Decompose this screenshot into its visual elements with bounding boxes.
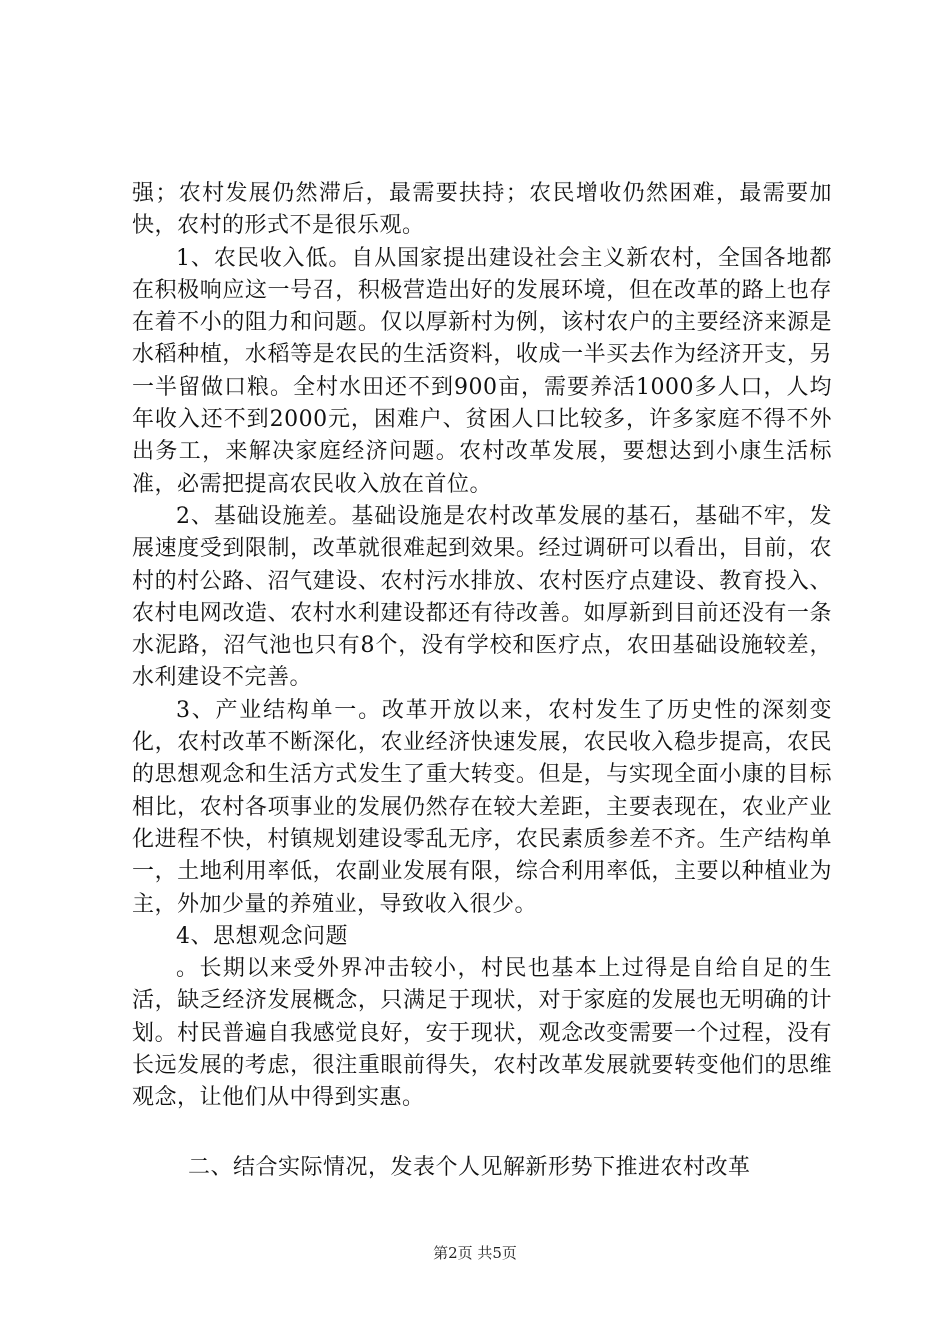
section-heading: 二、结合实际情况，发表个人见解新形势下推进农村改革 bbox=[188, 1155, 751, 1180]
paragraph-continuation: 强；农村发展仍然滞后，最需要扶持；农民增收仍然困难，最需要加快，农村的形式不是很乐观。 bbox=[132, 181, 832, 239]
paragraph-farmer-income: 1、农民收入低。自从国家提出建设社会主义新农村，全国各地都在积极响应这一号召，积极营造出好的发展环境，但在改革的路上也存在着不小的阻力和问题。仅以厚新村为例，该村农户的主要经济来源是水稻种植，水稻等是农民的生活资料，收成一半买去作为经济开支，另一半留做口粮。全村水田还不到900亩，需要养活1000多人口，人均年收入还不到2000元，困难户、贫困人口比较多，许多家庭不得不外出务工，来解决家庭经济问题。农村改革发展，要想达到小康生活标准，必需把提高农民收入放在首位。 bbox=[132, 245, 832, 497]
paragraph-infrastructure: 2、基础设施差。基础设施是农村改革发展的基石，基础不牢，发展速度受到限制，改革就很难起到效果。经过调研可以看出，目前，农村的村公路、沼气建设、农村污水排放、农村医疗点建设、教育投入、农村电网改造、农村水利建设都还有待改善。如厚新到目前还没有一条水泥路，沼气池也只有8个，没有学校和医疗点，农田基础设施较差，水利建设不完善。 bbox=[132, 503, 832, 691]
paragraph-industry-structure: 3、产业结构单一。改革开放以来，农村发生了历史性的深刻变化，农村改革不断深化，农业经济快速发展，农民收入稳步提高，农民的思想观念和生活方式发生了重大转变。但是，与实现全面小康的目标相比，农村各项事业的发展仍然存在较大差距，主要表现在，农业产业化进程不快，村镇规划建设零乱无序，农民素质参差不齐。生产结构单一，土地利用率低，农副业发展有限，综合利用率低，主要以种植业为主，外加少量的养殖业，导致收入很少。 bbox=[132, 697, 832, 917]
page-footer: 第2页 共5页 bbox=[433, 1244, 517, 1262]
paragraph-mindset: 。长期以来受外界冲击较小，村民也基本上过得是自给自足的生活，缺乏经济发展概念，只满足于现状，对于家庭的发展也无明确的计划。村民普遍自我感觉良好，安于现状，观念改变需要一个过程，没有长远发展的考虑，很注重眼前得失，农村改革发展就要转变他们的思维观念，让他们从中得到实惠。 bbox=[132, 956, 832, 1111]
paragraph-mindset-heading: 4、思想观念问题 bbox=[176, 923, 348, 949]
body-text bbox=[132, 178, 832, 1115]
